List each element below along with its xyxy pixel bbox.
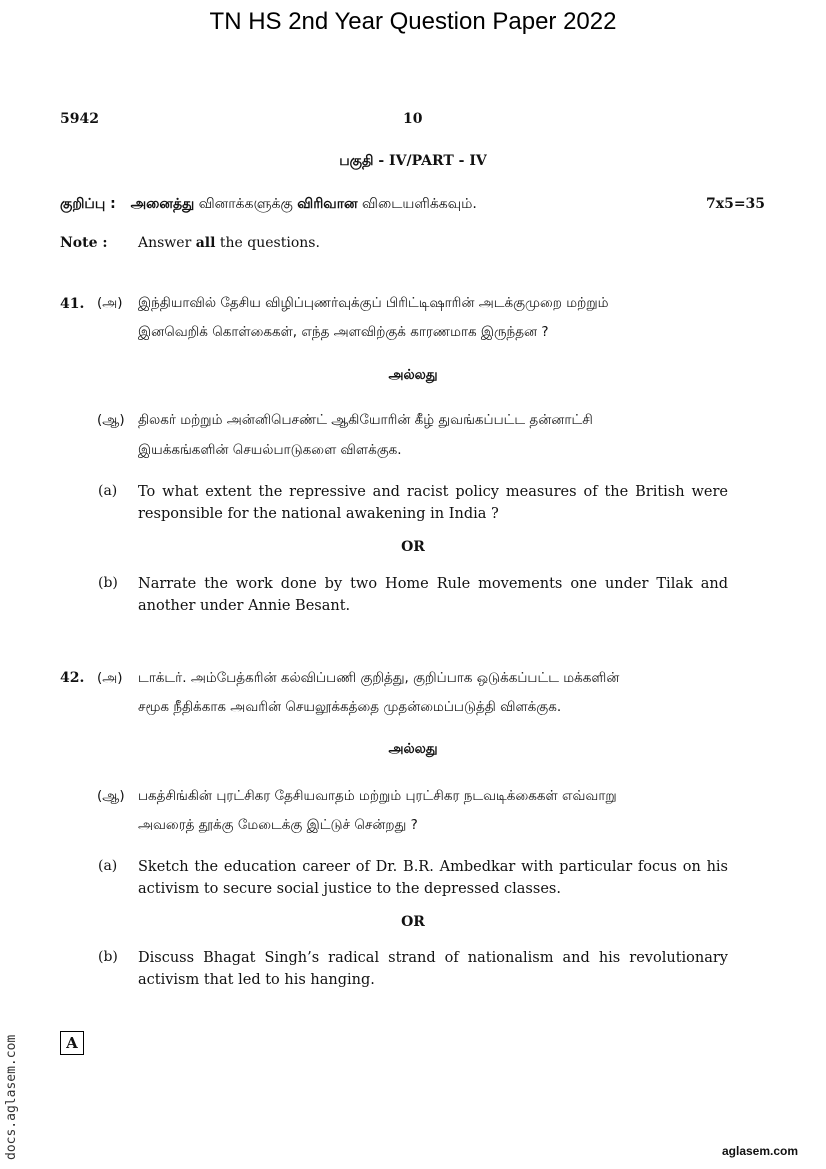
- q41-tamil-a-label: (அ): [97, 295, 123, 311]
- q42-tamil-b-label: (ஆ): [97, 788, 125, 804]
- q42-eng-or: OR: [401, 914, 425, 930]
- question-42-number: 42.: [60, 670, 85, 686]
- instruction-word-detailed: விரிவான: [297, 196, 358, 212]
- instruction-text1: வினாக்களுக்கு: [194, 196, 298, 212]
- q41-eng-a-text: To what extent the repressive and racist policy measures of the British were responsible for the national awakening in India ?: [138, 484, 728, 522]
- q42-eng-a-text: Sketch the education career of Dr. B.R. Ambedkar with particular focus on his activism to secure social justice to the depressed classes.: [138, 859, 728, 897]
- q42-tamil-a-line1: டாக்டர். அம்பேத்கரின் கல்விப்பணி குறித்து, குறிப்பாக ஒடுக்கப்பட்ட மக்களின்: [138, 670, 620, 686]
- q42-eng-b-text: Discuss Bhagat Singh’s radical strand of nationalism and his revolutionary activism that led to his hanging.: [138, 950, 728, 988]
- part-heading: பகுதி - IV/PART - IV: [339, 153, 487, 169]
- side-watermark: docs.aglasem.com: [4, 1034, 19, 1160]
- q41-tamil-b-label: (ஆ): [97, 412, 125, 428]
- series-box: A: [60, 1031, 84, 1055]
- paper-code: 5942: [60, 111, 99, 127]
- instruction-tamil: [60, 190, 477, 218]
- question-41-number: 41.: [60, 296, 85, 312]
- q41-eng-b-label: (b): [98, 575, 118, 591]
- instruction-word-all: அனைத்து: [130, 196, 195, 212]
- q41-tamil-b-line2: இயக்கங்களின் செயல்பாடுகளை விளக்குக.: [138, 442, 402, 458]
- note-text: [138, 235, 320, 251]
- q42-eng-a-label: (a): [98, 858, 118, 874]
- note-label: Note :: [60, 235, 108, 251]
- q42-tamil-a-line2: சமூக நீதிக்காக அவரின் செயலூக்கத்தை முதன்மைப்படுத்தி விளக்குக.: [138, 699, 562, 715]
- page-title: TN HS 2nd Year Question Paper 2022: [209, 8, 617, 35]
- q41-tamil-a-line2: இனவெறிக் கொள்கைகள், எந்த அளவிற்குக் காரணமாக இருந்தன ?: [138, 324, 549, 340]
- instruction-label: குறிப்பு :: [60, 196, 116, 212]
- q41-tamil-a-line1: இந்தியாவில் தேசிய விழிப்புணர்வுக்குப் பிரிட்டிஷாரின் அடக்குமுறை மற்றும்: [138, 295, 609, 311]
- q42-tamil-b-line2: அவரைத் தூக்கு மேடைக்கு இட்டுச் சென்றது ?: [138, 817, 418, 833]
- q41-tamil-or: அல்லது: [388, 367, 438, 383]
- q41-eng-a-label: (a): [98, 483, 118, 499]
- q42-tamil-a-label: (அ): [97, 670, 123, 686]
- q42-tamil-or: அல்லது: [388, 741, 438, 757]
- note-text-before: Answer: [138, 235, 196, 251]
- page-number: 10: [403, 111, 423, 127]
- note-bold-all: all: [195, 235, 216, 251]
- marks-allocation: 7x5=35: [706, 196, 766, 212]
- q42-eng-b-label: (b): [98, 949, 118, 965]
- q41-tamil-b-line1: திலகர் மற்றும் அன்னிபெசண்ட் ஆகியோரின் கீழ் துவங்கப்பட்ட தன்னாட்சி: [138, 412, 593, 428]
- q41-eng-or: OR: [401, 539, 425, 555]
- note-text-after: the questions.: [215, 235, 320, 251]
- q41-eng-b-text: Narrate the work done by two Home Rule movements one under Tilak and another under Annie Besant.: [138, 576, 728, 614]
- q42-tamil-b-line1: பகத்சிங்கின் புரட்சிகர தேசியவாதம் மற்றும் புரட்சிகர நடவடிக்கைகள் எவ்வாறு: [138, 788, 617, 804]
- footer-site: aglasem.com: [722, 1144, 799, 1158]
- instruction-text2: விடையளிக்கவும்.: [357, 196, 477, 212]
